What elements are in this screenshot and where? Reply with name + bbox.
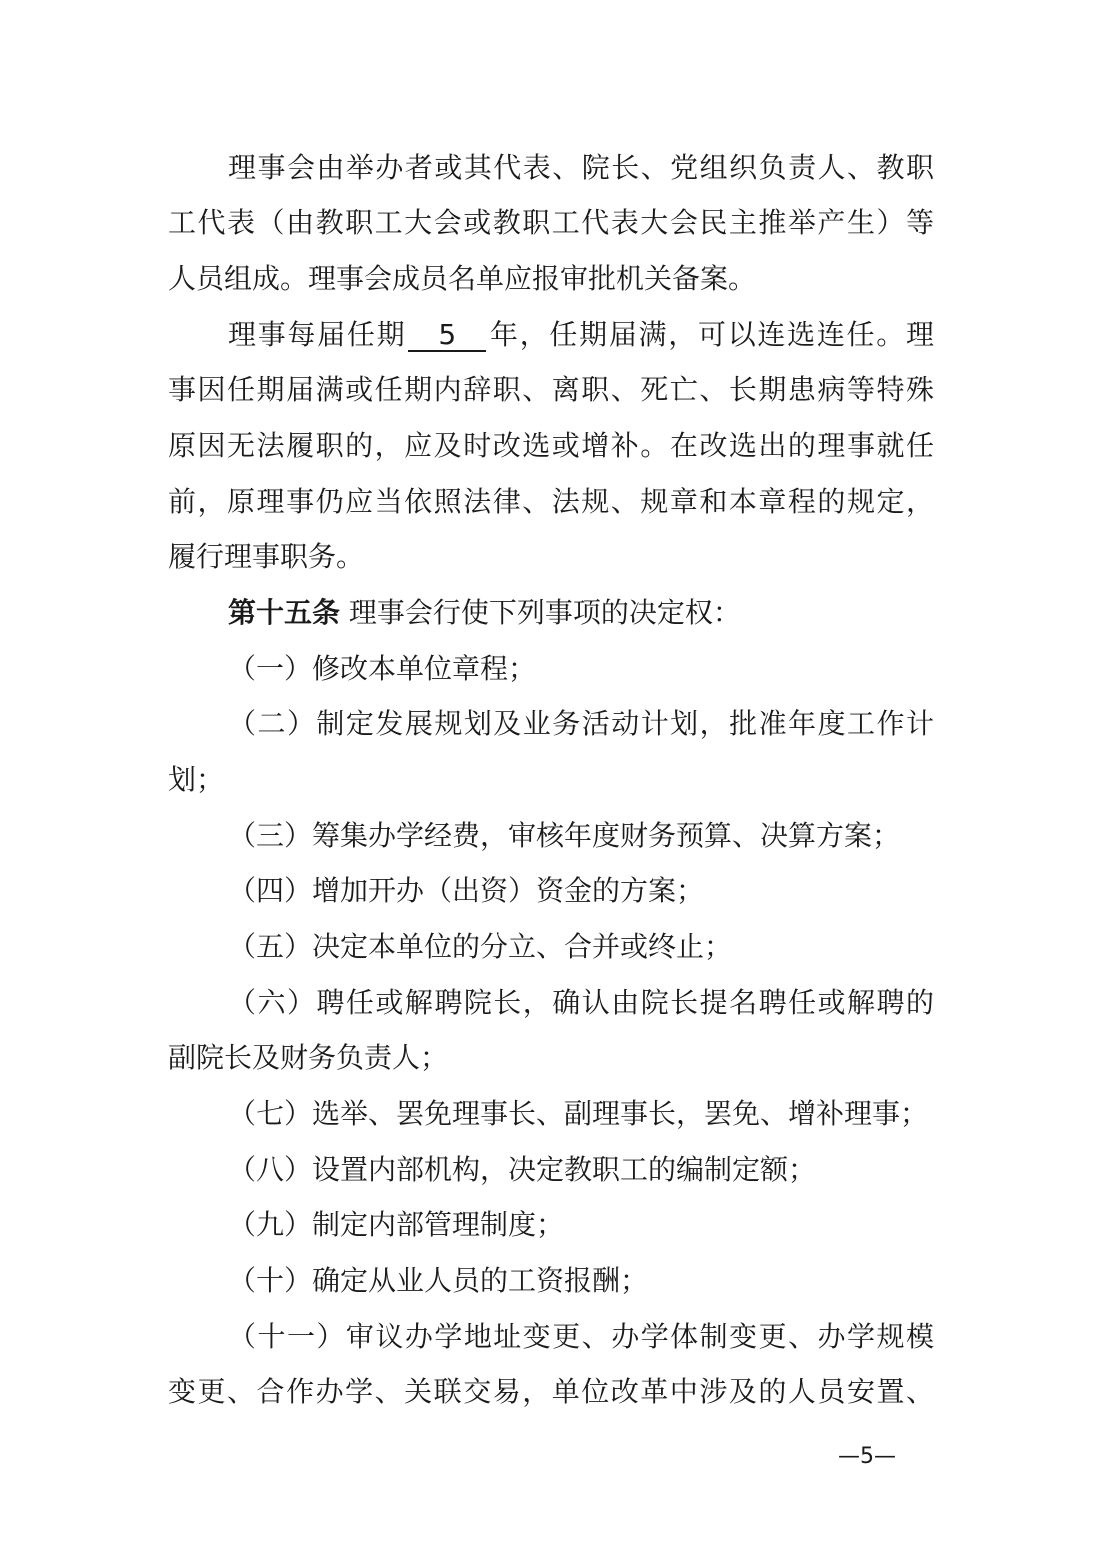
article-15-line: [228, 593, 934, 633]
list-item: （九）制定内部管理制度；: [228, 1208, 565, 1241]
article-heading: 第十五条: [228, 596, 341, 629]
paragraph-line: 前，原理事仍应当依照法律、法规、规章和本章程的规定，: [168, 485, 934, 518]
paragraph-line: 原因无法履职的，应及时改选或增补。在改选出的理事就任: [168, 429, 934, 462]
list-item: （二）制定发展规划及业务活动计划，批准年度工作计: [228, 707, 934, 740]
paragraph-line: 人员组成。理事会成员名单应报审批机关备案。: [168, 262, 757, 295]
list-item: （十一）审议办学地址变更、办学体制变更、办学规模: [228, 1320, 934, 1353]
term-years-blank: 5: [408, 320, 486, 352]
page-number: —5—: [838, 1444, 896, 1469]
list-item-continuation: 副院长及财务负责人；: [168, 1041, 449, 1074]
article-text: 理事会行使下列事项的决定权：: [348, 596, 741, 629]
paragraph-line: 事因任期届满或任期内辞职、离职、死亡、长期患病等特殊: [168, 373, 934, 406]
paragraph-line: 履行理事职务。: [168, 540, 365, 573]
paragraph-line-term: [228, 315, 934, 355]
term-text-before: 理事每届任期: [228, 318, 407, 351]
list-item: （一）修改本单位章程；: [228, 652, 537, 685]
term-text-after: 年，任期届满，可以连选连任。理: [488, 318, 934, 351]
list-item: （七）选举、罢免理事长、副理事长，罢免、增补理事；: [228, 1097, 929, 1130]
paragraph-line: 理事会由举办者或其代表、院长、党组织负责人、教职: [228, 151, 934, 184]
list-item: （三）筹集办学经费，审核年度财务预算、决算方案；: [228, 819, 901, 852]
list-item: （十）确定从业人员的工资报酬；: [228, 1264, 649, 1297]
list-item: （五）决定本单位的分立、合并或终止；: [228, 930, 733, 963]
list-item: （六）聘任或解聘院长，确认由院长提名聘任或解聘的: [228, 986, 934, 1019]
list-item: （八）设置内部机构，决定教职工的编制定额；: [228, 1153, 817, 1186]
list-item-continuation: 变更、合作办学、关联交易，单位改革中涉及的人员安置、: [168, 1375, 934, 1408]
list-item: （四）增加开办（出资）资金的方案；: [228, 874, 705, 907]
paragraph-line: 工代表（由教职工大会或教职工代表大会民主推举产生）等: [168, 206, 934, 239]
list-item-continuation: 划；: [168, 763, 225, 796]
